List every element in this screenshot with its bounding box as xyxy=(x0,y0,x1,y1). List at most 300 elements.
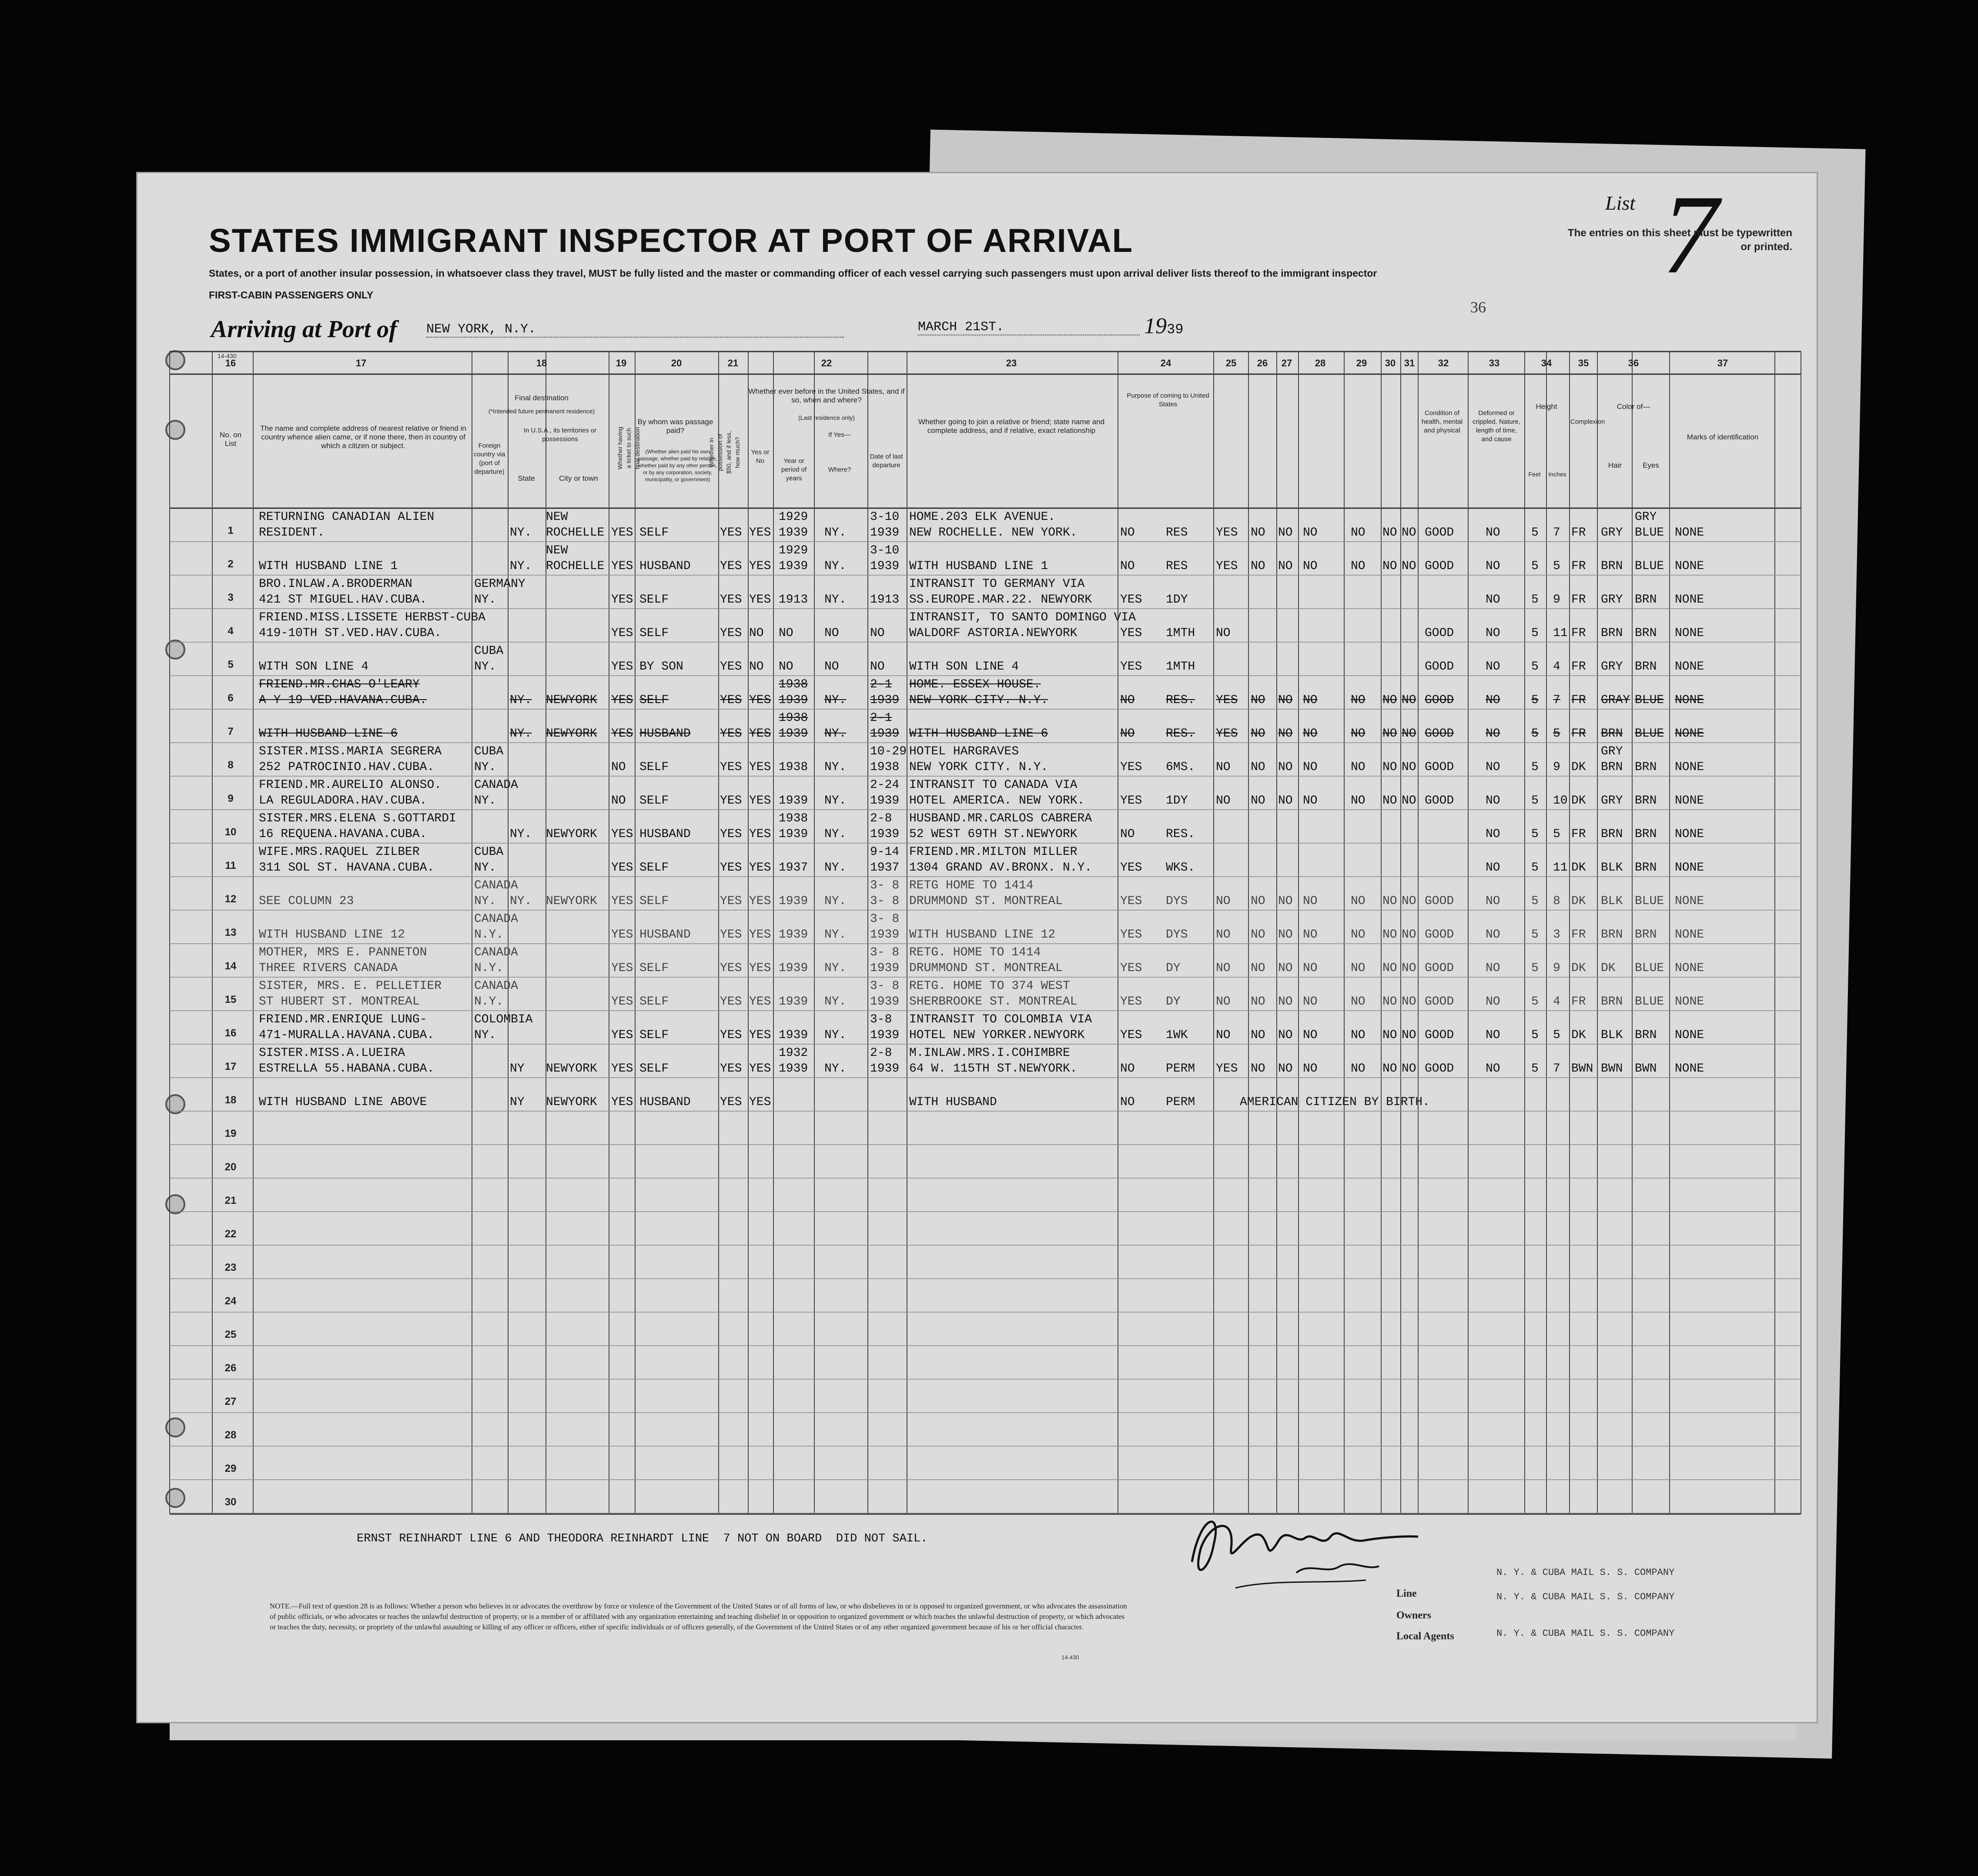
cell-name-l2: 419-10TH ST.VED.HAV.CUBA. xyxy=(259,626,442,640)
cell-before: YES xyxy=(749,1028,771,1042)
cell-before: YES xyxy=(749,1095,771,1109)
cell-join-l2: WITH HUSBAND LINE 12 xyxy=(909,928,1056,941)
cell-fifty: YES xyxy=(720,760,742,774)
form-code: 14-430 xyxy=(218,352,237,359)
header-passage-paid: By whom was passage paid? xyxy=(637,418,713,435)
cell-purpose: YES xyxy=(1120,760,1142,774)
year-prefix: 19 xyxy=(1144,314,1167,338)
cell-c29: NO xyxy=(1351,1062,1366,1075)
cell-name-l2: SEE COLUMN 23 xyxy=(259,894,354,908)
cell-join-l2: HOTEL NEW YORKER.NEWYORK xyxy=(909,1028,1085,1042)
cell-feet: 5 xyxy=(1531,961,1539,975)
cell-ticket: YES xyxy=(611,693,633,707)
cell-hair: GRAY xyxy=(1601,693,1630,707)
cell-health: GOOD xyxy=(1425,660,1454,673)
cell-join-l2: 64 W. 115TH ST.NEWYORK. xyxy=(909,1062,1078,1075)
cell-inches: 4 xyxy=(1553,660,1560,673)
cell-state: NY xyxy=(510,1062,525,1075)
line-label: Line xyxy=(1396,1588,1417,1599)
cell-state: NY. xyxy=(510,894,532,908)
cell-years-l1: 1938 xyxy=(779,678,808,691)
cell-join-l1: RETG HOME TO 1414 xyxy=(909,879,1034,892)
cell-marks: NONE xyxy=(1675,995,1704,1008)
cell-hair: GRY xyxy=(1601,593,1623,606)
cell-eyes-l2: BLUE xyxy=(1635,727,1664,740)
cell-foreign: CUBA xyxy=(474,845,504,859)
cell-ticket: YES xyxy=(611,660,633,673)
cell-fifty: YES xyxy=(720,727,742,740)
cell-c28: AMERICAN CITIZEN BY BIRTH. xyxy=(1240,1095,1430,1109)
cell-eyes-l2: BWN xyxy=(1635,1062,1657,1075)
cell-foreign: CANADA xyxy=(474,879,518,892)
cell-purpose2: RES. xyxy=(1166,827,1195,841)
cell-c28: NO xyxy=(1303,559,1318,573)
cell-eyes-l2: BRN xyxy=(1635,1028,1657,1042)
cell-c27: NO xyxy=(1278,1028,1293,1042)
arriving-label: Arriving at Port of xyxy=(211,316,397,343)
cell-c30: NO xyxy=(1382,1028,1397,1042)
cell-hair: BLK xyxy=(1601,894,1623,908)
row-number: 9 xyxy=(228,793,234,804)
cell-join-l2: NEW YORK CITY. N.Y. xyxy=(909,693,1048,707)
cell-feet: 5 xyxy=(1531,693,1539,707)
cell-marks: NONE xyxy=(1675,559,1704,573)
cell-inches: 7 xyxy=(1553,693,1560,707)
cell-dep-l2: 1939 xyxy=(870,961,900,975)
header-joining-relative: Whether going to join a relative or friend; state name and complete address, and if relative, exact relationship xyxy=(918,418,1105,435)
cell-purpose: NO xyxy=(1120,559,1135,573)
cell-c28: NO xyxy=(1303,961,1318,975)
cell-complexion: DK xyxy=(1571,861,1586,874)
cell-c31: NO xyxy=(1402,995,1416,1008)
cell-eyes-l1: GRY xyxy=(1635,510,1657,524)
cell-city-l1: NEW xyxy=(546,544,568,557)
cell-ticket: YES xyxy=(611,559,633,573)
cell-c27: NO xyxy=(1278,526,1293,539)
cell-c31: NO xyxy=(1402,794,1416,807)
cell-join-l1: HOME.203 ELK AVENUE. xyxy=(909,510,1056,524)
cell-dep-l2: 3- 8 xyxy=(870,894,900,908)
cell-join-l1: HOTEL HARGRAVES xyxy=(909,745,1019,758)
cell-name-l1: FRIEND.MR.AURELIO ALONSO. xyxy=(259,778,442,792)
header-feet: Feet xyxy=(1528,471,1541,478)
cell-health: GOOD xyxy=(1425,760,1454,774)
row-number: 5 xyxy=(228,659,234,670)
cell-health: GOOD xyxy=(1425,526,1454,539)
cell-purpose: YES xyxy=(1120,928,1142,941)
cell-c31: NO xyxy=(1402,894,1416,908)
header-state: State xyxy=(518,474,535,482)
cell-marks: NONE xyxy=(1675,1062,1704,1075)
cell-health: GOOD xyxy=(1425,1062,1454,1075)
row-number: 12 xyxy=(224,893,237,905)
cell-eyes-l2: BLUE xyxy=(1635,961,1664,975)
cell-hair: BRN xyxy=(1601,760,1623,774)
cell-ticket: YES xyxy=(611,827,633,841)
cell-c29: NO xyxy=(1351,928,1366,941)
cell-join-l1: INTRANSIT, TO SANTO DOMINGO VIA xyxy=(909,611,1136,624)
cell-complexion: FR xyxy=(1571,827,1586,841)
cell-marks: NONE xyxy=(1675,794,1704,807)
cell-c29: NO xyxy=(1351,995,1366,1008)
cell-city-l2: NEWYORK xyxy=(546,1062,597,1075)
cell-city-l2: NEWYORK xyxy=(546,1095,597,1109)
cell-c29: NO xyxy=(1351,760,1366,774)
cell-ticket: YES xyxy=(611,894,633,908)
cell-name-l2: WITH SON LINE 4 xyxy=(259,660,369,673)
cell-purpose2: DY xyxy=(1166,995,1181,1008)
cell-purpose2: DY xyxy=(1166,961,1181,975)
cell-c30: NO xyxy=(1382,928,1397,941)
cell-c26: NO xyxy=(1251,794,1265,807)
cell-inches: 11 xyxy=(1553,626,1568,640)
cell-health: GOOD xyxy=(1425,794,1454,807)
cell-foreign: CANADA xyxy=(474,778,518,792)
cell-dep-l1: 3- 8 xyxy=(870,946,900,959)
cell-before: YES xyxy=(749,760,771,774)
cell-c25: YES xyxy=(1216,1062,1238,1075)
cell-purpose2: 1MTH xyxy=(1166,660,1195,673)
cell-c25: NO xyxy=(1216,626,1231,640)
cell-c29: NO xyxy=(1351,794,1366,807)
cell-join-l2: NEW ROCHELLE. NEW YORK. xyxy=(909,526,1078,539)
cell-join-l1: HUSBAND.MR.CARLOS CABRERA xyxy=(909,812,1092,825)
header-final-destination: Final destination xyxy=(515,394,569,402)
column-number: 28 xyxy=(1315,358,1326,368)
cell-purpose2: PERM xyxy=(1166,1062,1195,1075)
cell-c29: NO xyxy=(1351,727,1366,740)
cell-marks: NONE xyxy=(1675,526,1704,539)
page-title: STATES IMMIGRANT INSPECTOR AT PORT OF ARRIVAL xyxy=(209,222,1134,259)
cell-hair: GRY xyxy=(1601,526,1623,539)
cell-join-l2: WITH HUSBAND LINE 6 xyxy=(909,727,1048,740)
cell-purpose2: DYS xyxy=(1166,928,1188,941)
cell-state: NY. xyxy=(510,727,532,740)
cell-c31: NO xyxy=(1402,693,1416,707)
row-number: 19 xyxy=(224,1128,237,1139)
cell-where: NY. xyxy=(824,593,847,606)
cell-c25: NO xyxy=(1216,995,1231,1008)
cell-join-l2: NEW YORK CITY. N.Y. xyxy=(909,760,1048,774)
company-stamp: N. Y. & CUBA MAIL S. S. COMPANY xyxy=(1496,1567,1675,1578)
cell-deformed: NO xyxy=(1486,995,1500,1008)
cell-dep-l1: 3- 8 xyxy=(870,979,900,993)
cell-c25: NO xyxy=(1216,894,1231,908)
cell-fifty: YES xyxy=(720,1062,742,1075)
cell-purpose2: RES. xyxy=(1166,727,1195,740)
not-on-board-note: ERNST REINHARDT LINE 6 AND THEODORA REINHARDT LINE 7 NOT ON BOARD DID NOT SAIL. xyxy=(357,1532,928,1545)
cell-c28: NO xyxy=(1303,1062,1318,1075)
row-number: 23 xyxy=(224,1262,237,1273)
cell-dep-l2: 1939 xyxy=(870,928,900,941)
cell-dep-l1: 2-8 xyxy=(870,812,892,825)
cell-foreign2: NY. xyxy=(474,1028,496,1042)
cell-name-l1: FRIEND.MR.ENRIQUE LUNG- xyxy=(259,1013,427,1026)
cell-dep-l1: 3-10 xyxy=(870,544,900,557)
page-number: 36 xyxy=(1470,298,1486,316)
cell-fifty: YES xyxy=(720,827,742,841)
cell-fifty: YES xyxy=(720,861,742,874)
cell-marks: NONE xyxy=(1675,760,1704,774)
cell-foreign2: NY. xyxy=(474,660,496,673)
cell-feet: 5 xyxy=(1531,626,1539,640)
cell-dep-l2: 1938 xyxy=(870,760,900,774)
cell-dep-l1: 2-8 xyxy=(870,1046,892,1060)
cell-feet: 5 xyxy=(1531,928,1539,941)
row-number: 10 xyxy=(224,826,237,838)
cell-dep-l2: 1937 xyxy=(870,861,900,874)
header-no-on-list: No. on List xyxy=(219,431,242,448)
cell-years-l2: 1939 xyxy=(779,995,808,1008)
cell-health: GOOD xyxy=(1425,693,1454,707)
cell-city-l2: NEWYORK xyxy=(546,693,597,707)
cell-c28: NO xyxy=(1303,526,1318,539)
cell-c30: NO xyxy=(1382,961,1397,975)
cell-dep-l2: NO xyxy=(870,626,885,640)
cell-c27: NO xyxy=(1278,995,1293,1008)
cell-name-l2: 471-MURALLA.HAVANA.CUBA. xyxy=(259,1028,435,1042)
cell-foreign2: N.Y. xyxy=(474,928,504,941)
first-cabin-label: FIRST-CABIN PASSENGERS ONLY xyxy=(209,289,374,301)
cell-years-l2: 1939 xyxy=(779,827,808,841)
cell-before: YES xyxy=(749,1062,771,1075)
cell-purpose2: 6MS. xyxy=(1166,760,1195,774)
row-number: 21 xyxy=(224,1195,237,1206)
column-number: 21 xyxy=(727,358,739,368)
cell-c31: NO xyxy=(1402,1028,1416,1042)
cell-paid: BY SON xyxy=(639,660,683,673)
cell-paid: SELF xyxy=(639,961,669,975)
cell-hair: BRN xyxy=(1601,928,1623,941)
cell-c25: YES xyxy=(1216,526,1238,539)
cell-hair: BLK xyxy=(1601,1028,1623,1042)
cell-years-l2: 1939 xyxy=(779,1028,808,1042)
cell-marks: NONE xyxy=(1675,1028,1704,1042)
row-number: 18 xyxy=(224,1094,237,1106)
cell-feet: 5 xyxy=(1531,559,1539,573)
cell-years-l2: 1938 xyxy=(779,760,808,774)
cell-years-l2: NO xyxy=(779,626,793,640)
cell-name-l2: LA REGULADORA.HAV.CUBA. xyxy=(259,794,427,807)
cell-purpose: YES xyxy=(1120,961,1142,975)
cell-name-l1: SISTER.MRS.ELENA S.GOTTARDI xyxy=(259,812,456,825)
cell-join-l1: M.INLAW.MRS.I.COHIMBRE xyxy=(909,1046,1070,1060)
cell-name-l2: ST HUBERT ST. MONTREAL xyxy=(259,995,420,1008)
cell-fifty: YES xyxy=(720,794,742,807)
cell-hair: BRN xyxy=(1601,995,1623,1008)
cell-deformed: NO xyxy=(1486,693,1500,707)
cell-ticket: YES xyxy=(611,961,633,975)
row-number: 28 xyxy=(224,1429,237,1441)
cell-deformed: NO xyxy=(1486,727,1500,740)
cell-foreign2: NY. xyxy=(474,861,496,874)
cell-years-l1: 1929 xyxy=(779,544,808,557)
cell-purpose: NO xyxy=(1120,827,1135,841)
cell-c27: NO xyxy=(1278,727,1293,740)
cell-purpose: YES xyxy=(1120,626,1142,640)
owners-label: Owners xyxy=(1396,1610,1431,1621)
cell-c26: NO xyxy=(1251,928,1265,941)
cell-years-l2: 1937 xyxy=(779,861,808,874)
row-number: 3 xyxy=(228,592,234,603)
header-year-period: Year or period of years xyxy=(781,457,807,482)
cell-dep-l2: 1939 xyxy=(870,794,900,807)
cell-ticket: YES xyxy=(611,995,633,1008)
cell-feet: 5 xyxy=(1531,827,1539,841)
cell-eyes-l2: BLUE xyxy=(1635,693,1664,707)
header-hair: Hair xyxy=(1608,461,1622,469)
cell-health: GOOD xyxy=(1425,961,1454,975)
cell-purpose: NO xyxy=(1120,693,1135,707)
header-city: City or town xyxy=(559,474,598,482)
cell-deformed: NO xyxy=(1486,794,1500,807)
header-in-usa: In U.S.A., its territories or possessions xyxy=(523,427,597,443)
row-number: 14 xyxy=(224,960,237,972)
cell-join-l1: HOME. ESSEX HOUSE. xyxy=(909,678,1041,691)
header-inches: Inches xyxy=(1548,471,1566,478)
cell-before: YES xyxy=(749,861,771,874)
cell-c29: NO xyxy=(1351,693,1366,707)
cell-inches: 9 xyxy=(1553,961,1560,975)
cell-health: GOOD xyxy=(1425,559,1454,573)
cell-ticket: YES xyxy=(611,861,633,874)
header-yes-no: Yes or No xyxy=(751,449,770,465)
header-date-departure: Date of last departure xyxy=(870,453,903,469)
column-number: 36 xyxy=(1628,358,1639,368)
cell-c27: NO xyxy=(1278,961,1293,975)
cell-foreign2: N.Y. xyxy=(474,995,504,1008)
cell-state: NY. xyxy=(510,827,532,841)
cell-purpose: YES xyxy=(1120,861,1142,874)
cell-c30: NO xyxy=(1382,526,1397,539)
column-number: 26 xyxy=(1257,358,1268,368)
cell-feet: 5 xyxy=(1531,760,1539,774)
cell-eyes-l2: BRN xyxy=(1635,827,1657,841)
cell-complexion: FR xyxy=(1571,526,1586,539)
cell-c25: YES xyxy=(1216,693,1238,707)
cell-c27: NO xyxy=(1278,794,1293,807)
cell-name-l1: RETURNING CANADIAN ALIEN xyxy=(259,510,435,524)
cell-name-l2: THREE RIVERS CANADA xyxy=(259,961,398,975)
cell-c27: NO xyxy=(1278,1062,1293,1075)
cell-ticket: YES xyxy=(611,928,633,941)
cell-c30: NO xyxy=(1382,995,1397,1008)
cell-hair: GRY xyxy=(1601,660,1623,673)
cell-paid: SELF xyxy=(639,861,669,874)
cell-join-l2: WALDORF ASTORIA.NEWYORK xyxy=(909,626,1078,640)
cell-marks: NONE xyxy=(1675,961,1704,975)
cell-name-l1: FRIEND.MR.CHAS O'LEARY xyxy=(259,678,420,691)
row-number: 2 xyxy=(228,558,234,570)
cell-name-l2: WITH HUSBAND LINE 12 xyxy=(259,928,405,941)
cell-name-l2: ESTRELLA 55.HABANA.CUBA. xyxy=(259,1062,435,1075)
cell-purpose: YES xyxy=(1120,660,1142,673)
row-number: 30 xyxy=(224,1496,237,1508)
cell-ticket: NO xyxy=(611,760,626,774)
cell-deformed: NO xyxy=(1486,961,1500,975)
cell-years-l2: 1939 xyxy=(779,794,808,807)
cell-join-l2: DRUMMOND ST. MONTREAL xyxy=(909,961,1063,975)
cell-inches: 4 xyxy=(1553,995,1560,1008)
cell-purpose2: 1DY xyxy=(1166,593,1188,606)
column-number: 19 xyxy=(616,358,627,368)
cell-fifty: YES xyxy=(720,1028,742,1042)
cell-dep-l1: 3-8 xyxy=(870,1013,892,1026)
cell-purpose2: DYS xyxy=(1166,894,1188,908)
cell-join-l1: FRIEND.MR.MILTON MILLER xyxy=(909,845,1078,859)
cell-name-l2: RESIDENT. xyxy=(259,526,325,539)
agents-value: N. Y. & CUBA MAIL S. S. COMPANY xyxy=(1496,1628,1675,1639)
cell-deformed: NO xyxy=(1486,1062,1500,1075)
cell-years-l1: 1929 xyxy=(779,510,808,524)
cell-name-l2: 311 SOL ST. HAVANA.CUBA. xyxy=(259,861,435,874)
cell-join-l2: DRUMMOND ST. MONTREAL xyxy=(909,894,1063,908)
cell-c30: NO xyxy=(1382,894,1397,908)
cell-ticket: YES xyxy=(611,593,633,606)
cell-years-l2: 1939 xyxy=(779,727,808,740)
cell-fifty: YES xyxy=(720,961,742,975)
cell-c26: NO xyxy=(1251,894,1265,908)
cell-city-l2: NEWYORK xyxy=(546,894,597,908)
cell-feet: 5 xyxy=(1531,794,1539,807)
cell-eyes-l2: BLUE xyxy=(1635,559,1664,573)
cell-c28: NO xyxy=(1303,995,1318,1008)
row-number: 15 xyxy=(224,994,237,1005)
cell-where: NY. xyxy=(824,559,847,573)
header-if-yes: If Yes— xyxy=(828,431,851,439)
cell-paid: HUSBAND xyxy=(639,928,691,941)
cell-paid: SELF xyxy=(639,526,669,539)
cell-purpose2: 1MTH xyxy=(1166,626,1195,640)
header-condition: Condition of health, mental and physical xyxy=(1421,409,1463,434)
column-number: 18 xyxy=(536,358,547,368)
cell-complexion: FR xyxy=(1571,559,1586,573)
column-number: 30 xyxy=(1385,358,1396,368)
cell-where: NO xyxy=(824,626,839,640)
cell-c29: NO xyxy=(1351,559,1366,573)
cell-purpose2: RES xyxy=(1166,526,1188,539)
column-number: 22 xyxy=(821,358,832,368)
cell-c30: NO xyxy=(1382,760,1397,774)
cell-foreign2: NY. xyxy=(474,593,496,606)
cell-join-l2: 1304 GRAND AV.BRONX. N.Y. xyxy=(909,861,1092,874)
cell-dep-l2: 1939 xyxy=(870,1028,900,1042)
cell-fifty: YES xyxy=(720,894,742,908)
cell-purpose: NO xyxy=(1120,727,1135,740)
cell-c25: NO xyxy=(1216,928,1231,941)
cell-feet: 5 xyxy=(1531,526,1539,539)
cell-city-l2: NEWYORK xyxy=(546,827,597,841)
cell-complexion: DK xyxy=(1571,794,1586,807)
cell-where: NY. xyxy=(824,827,847,841)
port-value: NEW YORK, N.Y. xyxy=(426,322,844,338)
cell-c27: NO xyxy=(1278,760,1293,774)
cell-fifty: YES xyxy=(720,928,742,941)
cell-eyes-l2: BRN xyxy=(1635,928,1657,941)
cell-health: GOOD xyxy=(1425,626,1454,640)
cell-feet: 5 xyxy=(1531,861,1539,874)
cell-join-l2: WITH HUSBAND xyxy=(909,1095,997,1109)
column-number: 35 xyxy=(1578,358,1589,368)
cell-state: NY xyxy=(510,1095,525,1109)
row-number: 17 xyxy=(224,1061,237,1072)
cell-c31: NO xyxy=(1402,526,1416,539)
cell-c26: NO xyxy=(1251,1028,1265,1042)
cell-inches: 5 xyxy=(1553,559,1560,573)
cell-dep-l2: 1939 xyxy=(870,827,900,841)
cell-name-l1: BRO.INLAW.A.BRODERMAN xyxy=(259,577,412,591)
cell-inches: 8 xyxy=(1553,894,1560,908)
